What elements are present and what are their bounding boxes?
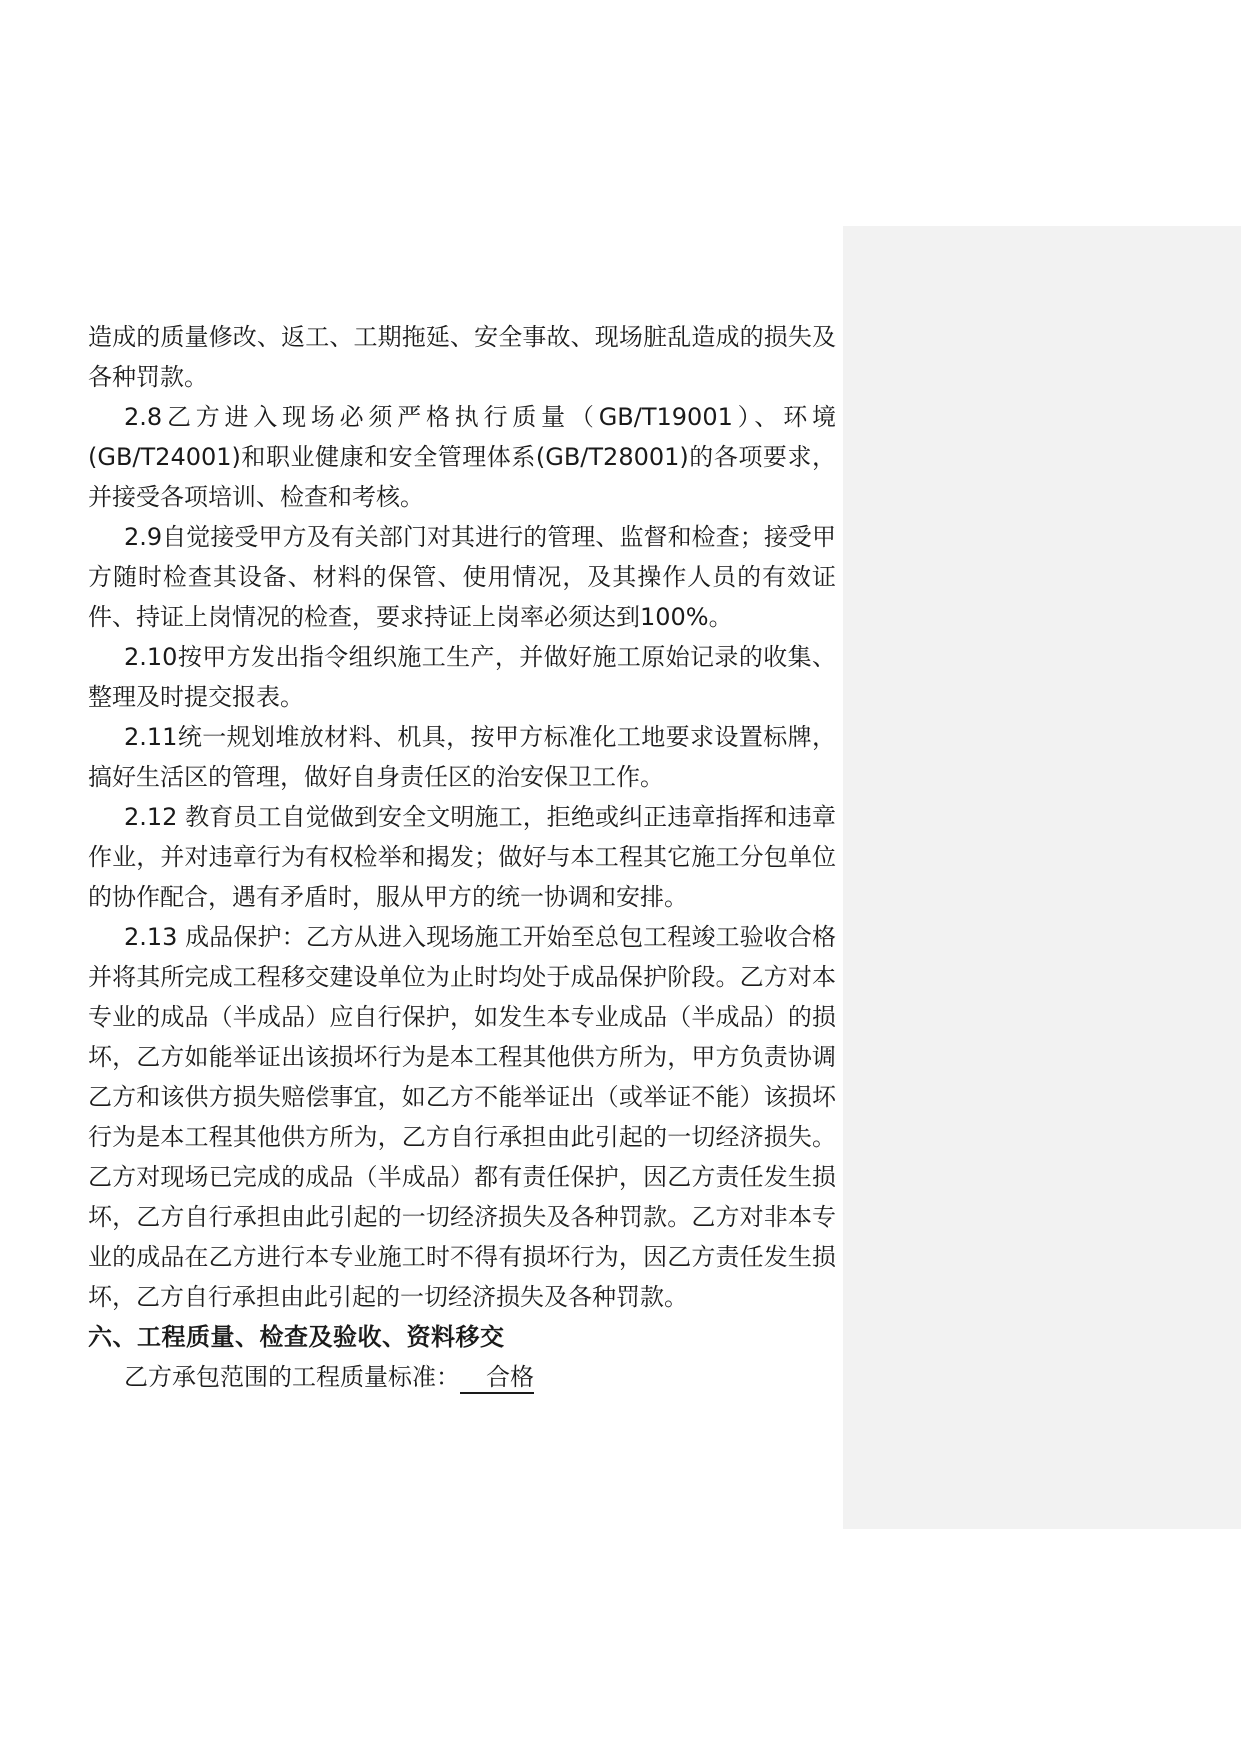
paragraph-continuation: 造成的质量修改、返工、工期拖延、安全事故、现场脏乱造成的损失及各种罚款。 xyxy=(88,323,836,391)
paragraph-2-8: 2.8乙方进入现场必须严格执行质量（GB/T19001）、环境(GB/T24001)和职业健康和安全管理体系(GB/T28001)的各项要求，并接受各项培训、检查和考核。 xyxy=(88,403,836,511)
paragraph-2-9: 2.9自觉接受甲方及有关部门对其进行的管理、监督和检查；接受甲方随时检查其设备、材料的保管、使用情况，及其操作人员的有效证件、持证上岗情况的检查，要求持证上岗率必须达到100%。 xyxy=(88,523,836,631)
document-body xyxy=(88,317,836,1397)
paragraph-2-10: 2.10按甲方发出指令组织施工生产，并做好施工原始记录的收集、整理及时提交报表。 xyxy=(88,643,836,711)
paragraph-2-12: 2.12 教育员工自觉做到安全文明施工，拒绝或纠正违章指挥和违章作业，并对违章行为有权检举和揭发；做好与本工程其它施工分包单位的协作配合，遇有矛盾时，服从甲方的统一协调和安排。 xyxy=(88,803,836,911)
paragraph-2-11: 2.11统一规划堆放材料、机具，按甲方标准化工地要求设置标牌，搞好生活区的管理，做好自身责任区的治安保卫工作。 xyxy=(88,723,836,791)
paragraph-2-13: 2.13 成品保护：乙方从进入现场施工开始至总包工程竣工验收合格并将其所完成工程移交建设单位为止时均处于成品保护阶段。乙方对本专业的成品（半成品）应自行保护，如发生本专业成品（半成品）的损坏，乙方如能举证出该损坏行为是本工程其他供方所为，甲方负责协调乙方和该供方损失赔偿事宜，如乙方不能举证出（或举证不能）该损坏行为是本工程其他供方所为，乙方自行承担由此引起的一切经济损失。乙方对现场已完成的成品（半成品）都有责任保护，因乙方责任发生损坏，乙方自行承担由此引起的一切经济损失及各种罚款。乙方对非本专业的成品在乙方进行本专业施工时不得有损坏行为，因乙方责任发生损坏，乙方自行承担由此引起的一切经济损失及各种罚款。 xyxy=(88,923,836,1311)
quality-standard-line xyxy=(88,1357,836,1397)
quality-standard-label: 乙方承包范围的工程质量标准： xyxy=(124,1363,460,1391)
quality-standard-value: 合格 xyxy=(460,1362,534,1394)
comment-margin-pane xyxy=(843,226,1241,1529)
section-heading: 六、工程质量、检查及验收、资料移交 xyxy=(88,1323,505,1351)
